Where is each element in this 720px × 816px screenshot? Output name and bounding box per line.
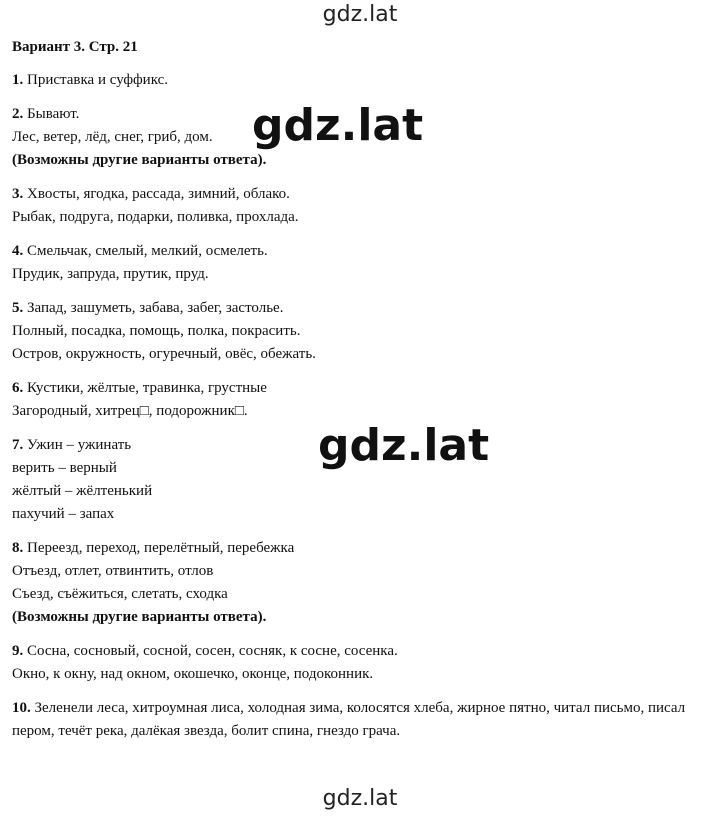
task-number: 3. xyxy=(12,186,24,202)
task-1 xyxy=(12,69,712,92)
task-2 xyxy=(12,103,712,172)
task-line: Прудик, запруда, прутик, пруд. xyxy=(12,266,209,282)
page-title: Вариант 3. Стр. 21 xyxy=(12,39,138,55)
task-line: Отъезд, отлет, отвинтить, отлов xyxy=(12,563,214,579)
task-4 xyxy=(12,240,712,286)
watermark-middle-2: gdz.lat xyxy=(318,420,490,471)
task-line: Приставка и суффикс. xyxy=(27,72,169,88)
task-number: 9. xyxy=(12,643,24,659)
task-line: Рыбак, подруга, подарки, поливка, прохлада. xyxy=(12,209,299,225)
task-line: Зеленели леса, хитроумная лиса, холодная зима, колосятся хлеба, жирное пятно, читал письмо, писал пером, течёт река, далёкая звезда, болит спина, гнездо грача. xyxy=(12,700,686,739)
task-number: 10. xyxy=(12,700,31,716)
task-3 xyxy=(12,183,712,229)
task-line: Переезд, переход, перелётный, перебежка xyxy=(27,540,295,556)
task-number: 7. xyxy=(12,437,24,453)
task-5 xyxy=(12,297,712,366)
task-7 xyxy=(12,434,712,526)
task-line: Бывают. xyxy=(27,106,80,122)
task-line: Лес, ветер, лёд, снег, гриб, дом. xyxy=(12,129,213,145)
task-line: Запад, зашуметь, забава, забег, застолье. xyxy=(27,300,284,316)
task-line: Кустики, жёлтые, травинка, грустные xyxy=(27,380,267,396)
task-line: Хвосты, ягодка, рассада, зимний, облако. xyxy=(27,186,290,202)
task-line: Окно, к окну, над окном, окошечко, оконце, подоконник. xyxy=(12,666,374,682)
task-number: 4. xyxy=(12,243,24,259)
task-line: Смельчак, смелый, мелкий, осмелеть. xyxy=(27,243,268,259)
task-number: 6. xyxy=(12,380,24,396)
task-line: Съезд, съёжиться, слетать, сходка xyxy=(12,586,228,602)
task-line: жёлтый – жёлтенький xyxy=(12,483,153,499)
task-line: Ужин – ужинать xyxy=(27,437,132,453)
task-line: Остров, окружность, огуречный, овёс, обежать. xyxy=(12,346,316,362)
answer-document xyxy=(12,36,712,754)
watermark-bottom: gdz.lat xyxy=(322,786,398,811)
task-line: верить – верный xyxy=(12,460,117,476)
task-line: пахучий – запах xyxy=(12,506,115,522)
task-number: 2. xyxy=(12,106,24,122)
task-10 xyxy=(12,697,712,743)
task-line: Загородный, хитрец□, подорожник□. xyxy=(12,403,248,419)
task-8 xyxy=(12,537,712,629)
task-number: 8. xyxy=(12,540,24,556)
task-line: Сосна, сосновый, сосной, сосен, сосняк, к сосне, сосенка. xyxy=(27,643,398,659)
task-6 xyxy=(12,377,712,423)
task-9 xyxy=(12,640,712,686)
task-number: 5. xyxy=(12,300,24,316)
watermark-top: gdz.lat xyxy=(322,2,398,27)
task-note: (Возможны другие варианты ответа). xyxy=(12,609,267,625)
task-note: (Возможны другие варианты ответа). xyxy=(12,152,267,168)
task-line: Полный, посадка, помощь, полка, покрасить. xyxy=(12,323,301,339)
watermark-middle: gdz.lat xyxy=(252,100,424,151)
task-number: 1. xyxy=(12,72,24,88)
